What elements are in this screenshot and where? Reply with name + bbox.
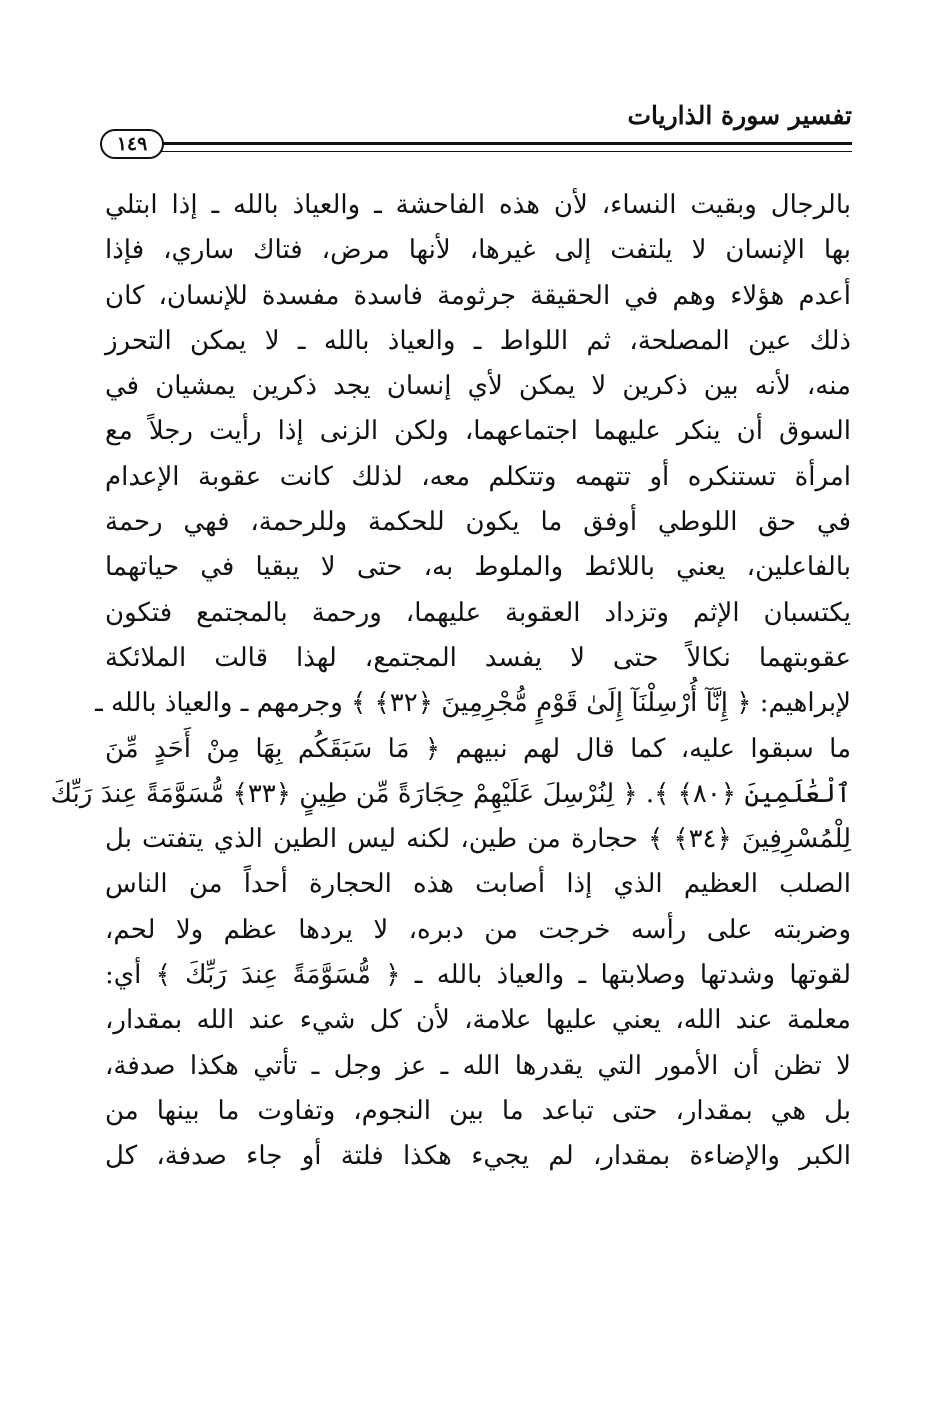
text-line: لإبراهيم: ﴿ إِنَّآ أُرْسِلْنَآ إِلَىٰ قَوْمٍ مُّجْرِمِينَ ﴿٣٢﴾ ﴾ وجرمهم ـ والعياذ بالله ـ xyxy=(95,688,851,719)
text-line: بل هي بمقدار، حتى تباعد ما بين النجوم، وتفاوت ما بينها من xyxy=(105,1095,851,1126)
text-line: بها الإنسان لا يلتفت إلى غيرها، لأنها مرض، فتاك ساري، فإذا xyxy=(105,235,851,266)
text-line: في حق اللوطي أوفق ما يكون للحكمة وللرحمة، فهي رحمة xyxy=(105,507,851,538)
page-number: ١٤٩ xyxy=(100,129,164,159)
text-line: ٱلْعَٰلَمِينَ ﴿٨٠﴾ ﴾. ﴿ لِنُرْسِلَ عَلَيْهِمْ حِجَارَةً مِّن طِينٍ ﴿٣٣﴾ مُّسَوَّمَةً عِندَ رَبِّكَ xyxy=(50,778,851,809)
text-line: بالرجال وبقيت النساء، لأن هذه الفاحشة ـ والعياذ بالله ـ إذا ابتلي xyxy=(105,190,851,220)
text-line: لِلْمُسْرِفِينَ ﴿٣٤﴾ ﴾ حجارة من طين، لكنه ليس الطين الذي يتفتت بل xyxy=(105,824,851,855)
text-line: وضربته على رأسه خرجت من دبره، لا يردها عظم ولا لحم، xyxy=(105,914,851,945)
body-text xyxy=(50,183,851,1180)
text-line: أعدم هؤلاء وهم في الحقيقة جرثومة فاسدة مفسدة للإنسان، كان xyxy=(105,280,851,311)
running-title: تفسير سورة الذاريات xyxy=(627,101,852,130)
text-line: منه، لأنه بين ذكرين لا يمكن لأي إنسان يجد ذكرين يمشيان في xyxy=(105,371,851,402)
text-line: ذلك عين المصلحة، ثم اللواط ـ والعياذ بالله ـ لا يمكن التحرز xyxy=(105,325,851,356)
text-line: بالفاعلين، يعني باللائط والملوط به، حتى لا يبقيا في حياتهما xyxy=(105,552,851,583)
text-line: السوق أن ينكر عليهما اجتماعهما، ولكن الزنى إذا رأيت رجلاً مع xyxy=(105,416,851,447)
header-rule xyxy=(160,142,852,152)
text-line: ما سبقوا عليه، كما قال لهم نبيهم ﴿ مَا سَبَقَكُم بِهَا مِنْ أَحَدٍ مِّنَ xyxy=(105,733,851,764)
text-line: عقوبتهما نكالاً حتى لا يفسد المجتمع، لهذا قالت الملائكة xyxy=(105,642,851,673)
text-line: لقوتها وشدتها وصلابتها ـ والعياذ بالله ـ ﴿ مُّسَوَّمَةً عِندَ رَبِّكَ ﴾ أي: xyxy=(105,960,851,991)
text-line: الكبر والإضاءة بمقدار، لم يجيء هكذا فلتة أو جاء صدفة، كل xyxy=(105,1141,851,1172)
text-line: امرأة تستنكره أو تتهمه وتتكلم معه، لذلك كانت عقوبة الإعدام xyxy=(105,461,851,492)
text-line: يكتسبان الإثم وتزداد العقوبة عليهما، ورحمة بالمجتمع فتكون xyxy=(105,597,851,628)
text-line: الصلب العظيم الذي إذا أصابت هذه الحجارة أحداً من الناس xyxy=(105,869,851,900)
text-line: معلمة عند الله، يعني عليها علامة، لأن كل شيء عند الله بمقدار، xyxy=(105,1005,851,1036)
text-line: لا تظن أن الأمور التي يقدرها الله ـ عز وجل ـ تأتي هكذا صدفة، xyxy=(105,1050,851,1081)
page-header xyxy=(100,98,852,160)
